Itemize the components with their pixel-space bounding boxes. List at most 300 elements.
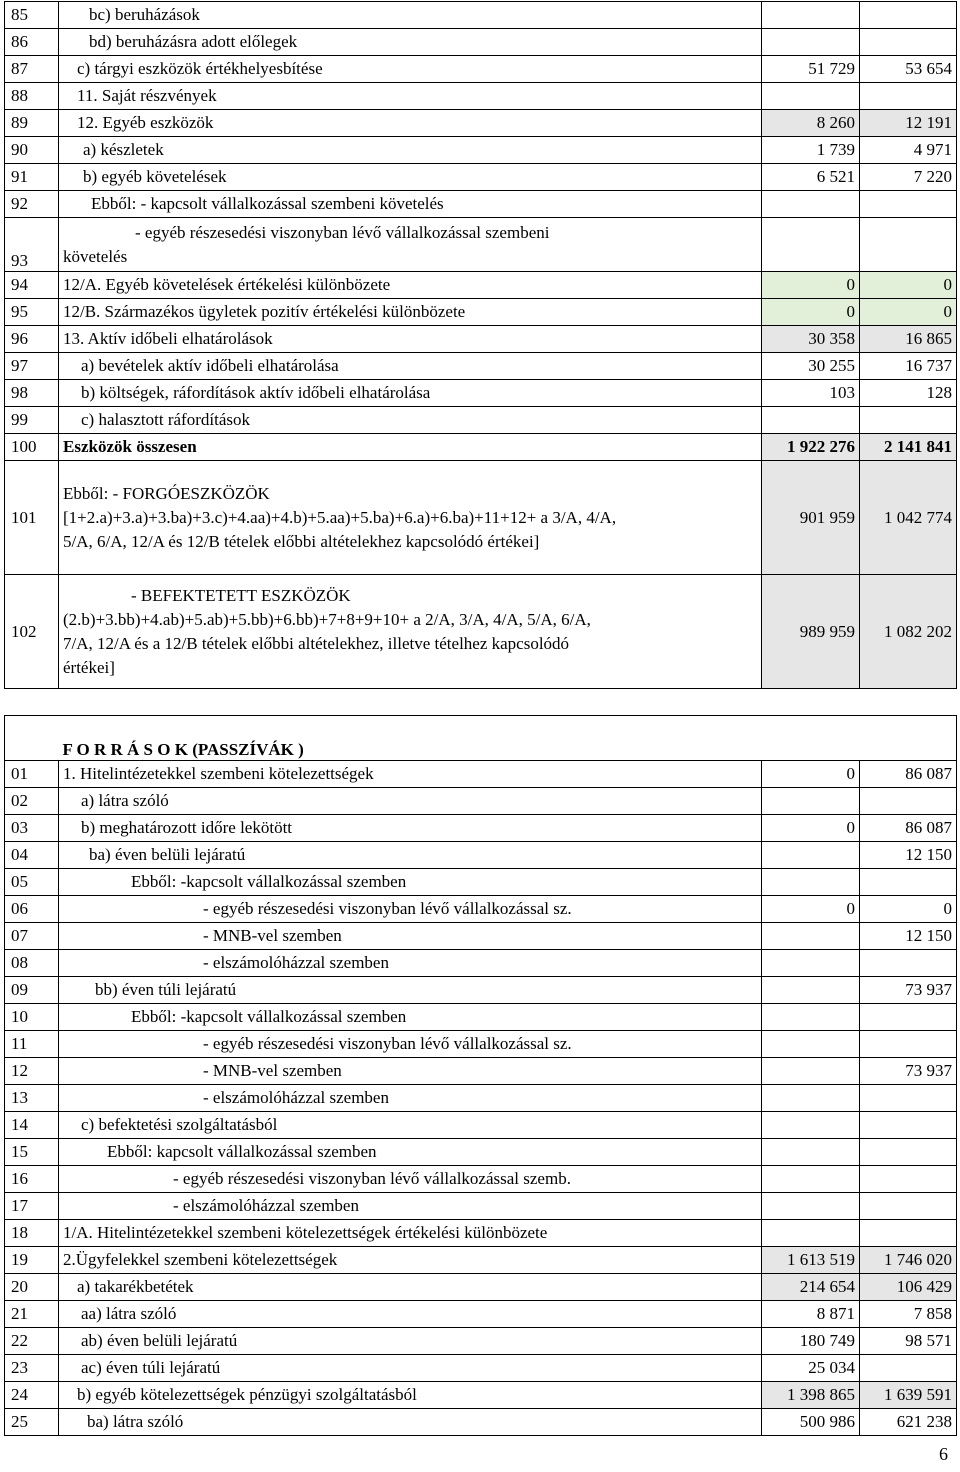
row-label-text: c) befektetési szolgáltatásból xyxy=(81,1115,278,1134)
value-current-year xyxy=(860,110,957,137)
table-row xyxy=(5,1139,957,1166)
value-current-year xyxy=(860,2,957,29)
row-number-text: 08 xyxy=(11,953,28,972)
row-number-text: 17 xyxy=(11,1196,28,1215)
row-label-text: 2.Ügyfelekkel szembeni kötelezettségek xyxy=(63,1250,338,1269)
value-text: 0 xyxy=(846,275,855,294)
value-text: 25 034 xyxy=(808,1358,855,1377)
row-number xyxy=(5,2,59,29)
row-number-text: 101 xyxy=(11,507,37,527)
row-label xyxy=(59,2,762,29)
row-label xyxy=(59,1166,762,1193)
value-prev-year xyxy=(762,977,860,1004)
table-row xyxy=(5,1193,957,1220)
value-current-year xyxy=(860,815,957,842)
value-prev-year xyxy=(762,434,860,461)
value-current-year xyxy=(860,407,957,434)
row-label-text: a) látra szóló xyxy=(81,791,169,810)
row-number xyxy=(5,380,59,407)
table-row xyxy=(5,761,957,788)
table-row xyxy=(5,461,957,575)
value-current-year xyxy=(860,761,957,788)
row-number xyxy=(5,1355,59,1382)
row-label-text: 5/A, 6/A, 12/A és 12/B tételek előbbi altételekhez kapcsolódó értékei] xyxy=(63,531,540,551)
row-label xyxy=(59,272,762,299)
value-prev-year xyxy=(762,1247,860,1274)
value-text: 12 191 xyxy=(905,113,952,132)
row-number-text: 06 xyxy=(11,899,28,918)
table-row xyxy=(5,1274,957,1301)
row-number xyxy=(5,1409,59,1436)
section-title-text: F O R R Á S O K (PASSZÍVÁK ) xyxy=(62,740,304,759)
value-text: 73 937 xyxy=(905,980,952,999)
row-number-text: 93 xyxy=(11,251,28,270)
row-label-text: ac) éven túli lejáratú xyxy=(81,1358,221,1377)
row-label-line xyxy=(63,584,757,608)
row-label xyxy=(59,1355,762,1382)
row-label xyxy=(59,164,762,191)
row-label xyxy=(59,1220,762,1247)
value-text: 128 xyxy=(926,383,952,402)
row-number-text: 100 xyxy=(11,437,37,456)
table-row xyxy=(5,788,957,815)
row-number-text: 21 xyxy=(11,1304,28,1323)
row-label-text: - elszámolóházzal szemben xyxy=(173,1196,359,1215)
row-number xyxy=(5,1382,59,1409)
value-prev-year xyxy=(762,353,860,380)
row-label xyxy=(59,83,762,110)
value-prev-year xyxy=(762,1274,860,1301)
value-prev-year xyxy=(762,1355,860,1382)
row-label xyxy=(59,923,762,950)
row-number-text: 97 xyxy=(11,356,28,375)
value-prev-year xyxy=(762,1328,860,1355)
liabilities-table xyxy=(4,715,957,1436)
row-label-text: követelés xyxy=(63,246,128,266)
value-prev-year xyxy=(762,272,860,299)
table-row xyxy=(5,950,957,977)
row-label-text: - egyéb részesedési viszonyban lévő vállalkozással szemb. xyxy=(173,1169,571,1188)
table-row xyxy=(5,575,957,689)
row-label-text: c) tárgyi eszközök értékhelyesbítése xyxy=(77,59,323,78)
row-number xyxy=(5,842,59,869)
row-label xyxy=(59,218,762,272)
row-number xyxy=(5,1085,59,1112)
row-number xyxy=(5,1220,59,1247)
table-row xyxy=(5,1031,957,1058)
value-prev-year xyxy=(762,1139,860,1166)
row-number-text: 10 xyxy=(11,1007,28,1026)
table-row xyxy=(5,923,957,950)
value-prev-year xyxy=(762,407,860,434)
row-label-line xyxy=(63,656,757,680)
value-text: 0 xyxy=(846,302,855,321)
table-row xyxy=(5,434,957,461)
row-label-text: Ebből: -kapcsolt vállalkozással szemben xyxy=(131,1007,407,1026)
value-current-year xyxy=(860,56,957,83)
row-label-line xyxy=(63,530,757,554)
value-text: 6 521 xyxy=(816,167,855,186)
value-prev-year xyxy=(762,299,860,326)
row-number xyxy=(5,896,59,923)
row-number-text: 14 xyxy=(11,1115,28,1134)
row-number-text: 87 xyxy=(11,59,28,78)
value-current-year xyxy=(860,299,957,326)
value-current-year xyxy=(860,1004,957,1031)
value-prev-year xyxy=(762,1058,860,1085)
row-number-text: 23 xyxy=(11,1358,28,1377)
value-prev-year xyxy=(762,29,860,56)
value-current-year xyxy=(860,1139,957,1166)
value-current-year xyxy=(860,1355,957,1382)
row-label-line xyxy=(63,608,757,632)
row-number xyxy=(5,1301,59,1328)
row-label-text: ba) látra szóló xyxy=(87,1412,184,1431)
table-row xyxy=(5,110,957,137)
value-prev-year xyxy=(762,842,860,869)
row-number xyxy=(5,218,59,272)
row-label xyxy=(59,896,762,923)
row-label xyxy=(59,299,762,326)
value-prev-year xyxy=(762,1382,860,1409)
row-number-text: 25 xyxy=(11,1412,28,1431)
row-label xyxy=(59,137,762,164)
value-current-year xyxy=(860,896,957,923)
value-text: 4 971 xyxy=(913,140,952,159)
header-spacer xyxy=(5,716,59,761)
value-text: 16 737 xyxy=(905,356,952,375)
row-label-text: értékei] xyxy=(63,657,115,677)
value-current-year xyxy=(860,137,957,164)
value-current-year xyxy=(860,1031,957,1058)
row-number xyxy=(5,923,59,950)
row-number-text: 91 xyxy=(11,167,28,186)
row-label xyxy=(59,575,762,689)
value-current-year xyxy=(860,950,957,977)
table-row xyxy=(5,1382,957,1409)
row-number xyxy=(5,1274,59,1301)
row-label-text: - egyéb részesedési viszonyban lévő vállalkozással sz. xyxy=(203,899,572,918)
row-label xyxy=(59,434,762,461)
row-number xyxy=(5,299,59,326)
row-label-text: - MNB-vel szemben xyxy=(203,1061,342,1080)
row-number xyxy=(5,1193,59,1220)
value-current-year xyxy=(860,1274,957,1301)
table-row xyxy=(5,1409,957,1436)
section-title xyxy=(59,716,762,761)
row-label xyxy=(59,1031,762,1058)
value-current-year xyxy=(860,1301,957,1328)
row-number-text: 98 xyxy=(11,383,28,402)
row-label xyxy=(59,110,762,137)
row-number xyxy=(5,137,59,164)
row-label xyxy=(59,815,762,842)
header-spacer xyxy=(762,716,860,761)
row-number xyxy=(5,110,59,137)
row-number xyxy=(5,977,59,1004)
page-number: 6 xyxy=(939,1444,948,1464)
value-current-year xyxy=(860,788,957,815)
row-number-text: 22 xyxy=(11,1331,28,1350)
value-prev-year xyxy=(762,1031,860,1058)
value-prev-year xyxy=(762,2,860,29)
row-label xyxy=(59,380,762,407)
row-number xyxy=(5,164,59,191)
value-current-year xyxy=(860,83,957,110)
value-prev-year xyxy=(762,110,860,137)
value-current-year xyxy=(860,434,957,461)
row-label-text: [1+2.a)+3.a)+3.ba)+3.c)+4.aa)+4.b)+5.aa)+5.ba)+6.a)+6.ba)+11+12+ a 3/A, 4/A, xyxy=(63,507,617,527)
row-number xyxy=(5,1328,59,1355)
row-number-text: 85 xyxy=(11,5,28,24)
table-row xyxy=(5,869,957,896)
table-row xyxy=(5,896,957,923)
table-row xyxy=(5,326,957,353)
row-number-text: 89 xyxy=(11,113,28,132)
row-label-text: bc) beruházások xyxy=(89,5,200,24)
table-row xyxy=(5,272,957,299)
row-number xyxy=(5,788,59,815)
row-number-text: 13 xyxy=(11,1088,28,1107)
value-prev-year xyxy=(762,923,860,950)
row-number xyxy=(5,353,59,380)
row-label xyxy=(59,1409,762,1436)
row-label-text: - elszámolóházzal szemben xyxy=(203,953,389,972)
row-label xyxy=(59,56,762,83)
table-row xyxy=(5,1301,957,1328)
table-row xyxy=(5,83,957,110)
row-label-text: a) készletek xyxy=(83,140,164,159)
assets-table xyxy=(4,1,957,689)
row-label-text: 12. Egyéb eszközök xyxy=(77,113,214,132)
table-row xyxy=(5,299,957,326)
row-label xyxy=(59,977,762,1004)
table-row xyxy=(5,1220,957,1247)
value-current-year xyxy=(860,272,957,299)
value-text: 1 398 865 xyxy=(787,1385,855,1404)
row-label-text: ab) éven belüli lejáratú xyxy=(81,1331,238,1350)
row-label-text: b) egyéb követelések xyxy=(83,167,227,186)
value-prev-year xyxy=(762,164,860,191)
row-label-line xyxy=(63,632,757,656)
table-row xyxy=(5,56,957,83)
table-row xyxy=(5,1328,957,1355)
value-text: 1 042 774 xyxy=(884,507,952,527)
table-row xyxy=(5,137,957,164)
value-prev-year xyxy=(762,869,860,896)
row-label-text: (2.b)+3.bb)+4.ab)+5.ab)+5.bb)+6.bb)+7+8+9+10+ a 2/A, 3/A, 4/A, 5/A, 6/A, xyxy=(63,609,591,629)
value-current-year xyxy=(860,1382,957,1409)
row-number-text: 20 xyxy=(11,1277,28,1296)
row-label xyxy=(59,1004,762,1031)
row-label-line xyxy=(63,482,757,506)
value-prev-year xyxy=(762,788,860,815)
row-number-text: 95 xyxy=(11,302,28,321)
row-number xyxy=(5,434,59,461)
row-label-line xyxy=(63,245,757,269)
value-current-year xyxy=(860,461,957,575)
row-label-text: aa) látra szóló xyxy=(81,1304,177,1323)
row-number xyxy=(5,83,59,110)
table-row xyxy=(5,815,957,842)
value-text: 106 429 xyxy=(896,1277,952,1296)
row-label xyxy=(59,1058,762,1085)
value-prev-year xyxy=(762,380,860,407)
row-number xyxy=(5,461,59,575)
row-number-text: 07 xyxy=(11,926,28,945)
row-number xyxy=(5,1139,59,1166)
row-label-text: bd) beruházásra adott előlegek xyxy=(89,32,298,51)
value-prev-year xyxy=(762,1085,860,1112)
value-text: 30 358 xyxy=(808,329,855,348)
value-prev-year xyxy=(762,950,860,977)
row-number-text: 90 xyxy=(11,140,28,159)
value-text: 901 959 xyxy=(799,507,855,527)
row-number-text: 11 xyxy=(11,1034,28,1053)
value-current-year xyxy=(860,218,957,272)
value-current-year xyxy=(860,1166,957,1193)
row-number xyxy=(5,1166,59,1193)
row-label xyxy=(59,1247,762,1274)
value-text: 7 858 xyxy=(913,1304,952,1323)
row-number-text: 15 xyxy=(11,1142,28,1161)
row-number xyxy=(5,761,59,788)
row-label-text: a) takarékbetétek xyxy=(77,1277,194,1296)
row-label-text: 1. Hitelintézetekkel szembeni kötelezettségek xyxy=(63,764,374,783)
value-current-year xyxy=(860,164,957,191)
row-number-text: 92 xyxy=(11,194,28,213)
row-number-text: 19 xyxy=(11,1250,28,1269)
table-row xyxy=(5,1166,957,1193)
row-label-text: 12/A. Egyéb követelések értékelési különbözete xyxy=(63,275,391,294)
table-row xyxy=(5,353,957,380)
table-row xyxy=(5,1085,957,1112)
value-text: 989 959 xyxy=(799,621,855,641)
row-number-text: 102 xyxy=(11,621,37,641)
value-current-year xyxy=(860,1247,957,1274)
value-prev-year xyxy=(762,1409,860,1436)
row-number xyxy=(5,950,59,977)
row-number xyxy=(5,326,59,353)
value-prev-year xyxy=(762,1301,860,1328)
value-text: 1 746 020 xyxy=(884,1250,952,1269)
value-prev-year xyxy=(762,1220,860,1247)
value-text: 1 639 591 xyxy=(884,1385,952,1404)
row-number xyxy=(5,407,59,434)
row-number-text: 18 xyxy=(11,1223,28,1242)
table-row xyxy=(5,842,957,869)
value-current-year xyxy=(860,191,957,218)
value-text: 621 238 xyxy=(896,1412,952,1431)
table-row xyxy=(5,977,957,1004)
row-label xyxy=(59,407,762,434)
value-text: 0 xyxy=(846,899,855,918)
row-number xyxy=(5,869,59,896)
value-text: 8 260 xyxy=(816,113,855,132)
value-prev-year xyxy=(762,575,860,689)
value-current-year xyxy=(860,1085,957,1112)
row-label xyxy=(59,1328,762,1355)
table-row xyxy=(5,1112,957,1139)
value-text: 1 739 xyxy=(816,140,855,159)
row-number-text: 09 xyxy=(11,980,28,999)
table-row xyxy=(5,191,957,218)
value-text: 53 654 xyxy=(905,59,952,78)
row-label xyxy=(59,1382,762,1409)
table-header-row xyxy=(5,716,957,761)
row-label-text: 12/B. Származékos ügyletek pozitív értékelési különbözete xyxy=(63,302,466,321)
row-label-text: - elszámolóházzal szemben xyxy=(203,1088,389,1107)
row-number-text: 16 xyxy=(11,1169,28,1188)
value-text: 0 xyxy=(846,818,855,837)
value-prev-year xyxy=(762,83,860,110)
value-text: 12 150 xyxy=(905,926,952,945)
table-row xyxy=(5,1247,957,1274)
value-text: 0 xyxy=(943,275,952,294)
row-label xyxy=(59,761,762,788)
value-current-year xyxy=(860,1328,957,1355)
row-number-text: 94 xyxy=(11,275,28,294)
value-prev-year xyxy=(762,218,860,272)
row-label xyxy=(59,461,762,575)
value-text: 1 922 276 xyxy=(787,437,855,456)
row-label xyxy=(59,353,762,380)
row-label-text: Ebből: -kapcsolt vállalkozással szemben xyxy=(131,872,407,891)
row-label-text: - MNB-vel szemben xyxy=(203,926,342,945)
row-label-line xyxy=(63,506,757,530)
row-number xyxy=(5,191,59,218)
row-label-text: a) bevételek aktív időbeli elhatárolása xyxy=(81,356,339,375)
value-prev-year xyxy=(762,896,860,923)
value-prev-year xyxy=(762,1112,860,1139)
row-number-text: 04 xyxy=(11,845,28,864)
table-row xyxy=(5,29,957,56)
row-label-text: 1/A. Hitelintézetekkel szembeni kötelezettségek értékelési különbözete xyxy=(63,1223,548,1242)
row-number xyxy=(5,575,59,689)
value-text: 2 141 841 xyxy=(884,437,952,456)
value-text: 86 087 xyxy=(905,818,952,837)
table-row xyxy=(5,218,957,272)
row-label-text: 11. Saját részvények xyxy=(77,86,217,105)
table-row xyxy=(5,380,957,407)
row-number-text: 05 xyxy=(11,872,28,891)
row-label xyxy=(59,869,762,896)
value-prev-year xyxy=(762,1166,860,1193)
row-number xyxy=(5,272,59,299)
value-current-year xyxy=(860,869,957,896)
row-label xyxy=(59,950,762,977)
row-label xyxy=(59,1274,762,1301)
value-text: 0 xyxy=(943,302,952,321)
value-text: 500 986 xyxy=(799,1412,855,1431)
row-label xyxy=(59,1085,762,1112)
row-label xyxy=(59,1301,762,1328)
value-current-year xyxy=(860,1112,957,1139)
value-text: 16 865 xyxy=(905,329,952,348)
value-current-year xyxy=(860,923,957,950)
value-current-year xyxy=(860,842,957,869)
value-current-year xyxy=(860,29,957,56)
value-current-year xyxy=(860,575,957,689)
row-label xyxy=(59,326,762,353)
value-text: 180 749 xyxy=(799,1331,855,1350)
table-row xyxy=(5,1355,957,1382)
value-current-year xyxy=(860,1409,957,1436)
row-label-text: c) halasztott ráfordítások xyxy=(81,410,250,429)
value-text: 86 087 xyxy=(905,764,952,783)
value-prev-year xyxy=(762,1004,860,1031)
value-current-year xyxy=(860,1058,957,1085)
